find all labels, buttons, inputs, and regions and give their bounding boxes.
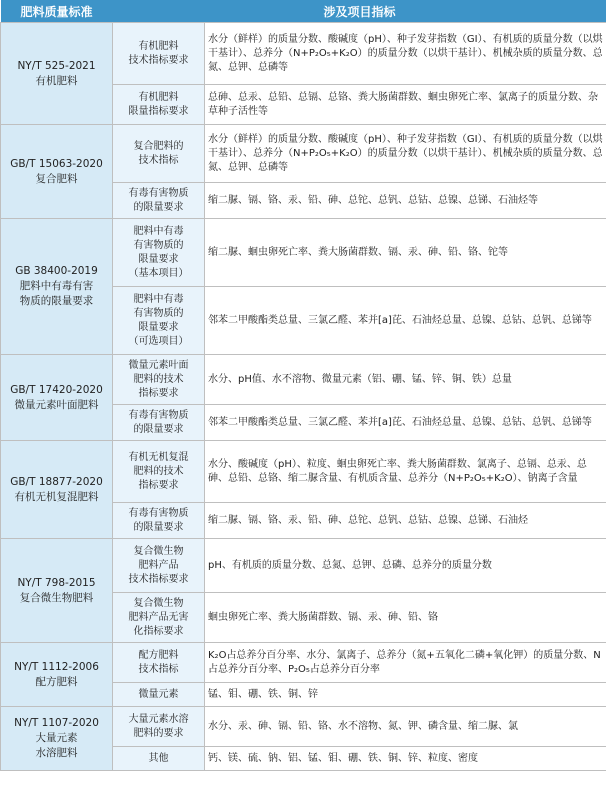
indicator-cell: 邻苯二甲酸酯类总量、三氯乙醛、苯并[a]芘、石油烃总量、总镍、总钴、总钒、总锑等	[205, 287, 606, 355]
indicator-cell: 缩二脲、镉、铬、汞、铅、砷、总铊、总钒、总钴、总镍、总锑、石油烃	[205, 503, 606, 539]
indicator-cell: 缩二脲、镉、铬、汞、铅、砷、总铊、总钒、总钴、总镍、总锑、石油烃等	[205, 183, 606, 219]
indicator-cell: 蛔虫卵死亡率、粪大肠菌群数、镉、汞、砷、铅、铬	[205, 593, 606, 643]
indicator-cell: 水分、酸碱度（pH）、粒度、蛔虫卵死亡率、粪大肠菌群数、氯离子、总镉、总汞、总砷、总铅、总铬、缩二脲含量、有机质含量、总养分（N+P₂O₅+K₂O）、钠离子含量	[205, 441, 606, 503]
indicator-cell: 水分（鲜样）的质量分数、酸碱度（pH）、种子发芽指数（GI）、有机质的质量分数（以烘干基计）、总养分（N+P₂O₅+K₂O）的质量分数（以烘干基计）、机械杂质的质量分数、总氮、总钾、总磷等	[205, 125, 606, 183]
requirement-cell: 肥料中有毒 有害物质的 限量要求 （可选项目）	[113, 287, 205, 355]
requirement-cell: 有机无机复混 肥料的技术 指标要求	[113, 441, 205, 503]
requirement-cell: 微量元素	[113, 683, 205, 707]
table-row	[1, 219, 606, 287]
standard-cell: GB/T 17420-2020 微量元素叶面肥料	[1, 355, 113, 441]
table-row	[1, 125, 606, 183]
table-row	[1, 23, 606, 85]
requirement-cell: 有毒有害物质 的限量要求	[113, 405, 205, 441]
indicator-cell: 水分、汞、砷、镉、铅、铬、水不溶物、氮、钾、磷含量、缩二脲、氯	[205, 707, 606, 747]
requirement-cell: 有毒有害物质 的限量要求	[113, 183, 205, 219]
requirement-cell: 有机肥料 限量指标要求	[113, 85, 205, 125]
requirement-cell: 肥料中有毒 有害物质的 限量要求 （基本项目）	[113, 219, 205, 287]
table-row	[1, 355, 606, 405]
requirement-cell: 大量元素水溶 肥料的要求	[113, 707, 205, 747]
indicator-cell: 钙、镁、硫、钠、铝、锰、钼、硼、铁、铜、锌、粒度、密度	[205, 747, 606, 771]
header-standard: 肥料质量标准	[1, 0, 113, 23]
indicator-cell: 缩二脲、蛔虫卵死亡率、粪大肠菌群数、镉、汞、砷、铅、铬、铊等	[205, 219, 606, 287]
requirement-cell: 微量元素叶面 肥料的技术 指标要求	[113, 355, 205, 405]
standard-cell: NY/T 1107-2020 大量元素 水溶肥料	[1, 707, 113, 771]
standard-cell: GB/T 18877-2020 有机无机复混肥料	[1, 441, 113, 539]
table-row	[1, 707, 606, 747]
indicator-cell: pH、有机质的质量分数、总氮、总钾、总磷、总养分的质量分数	[205, 539, 606, 593]
requirement-cell: 其他	[113, 747, 205, 771]
indicator-cell: 邻苯二甲酸酯类总量、三氯乙醛、苯并[a]芘、石油烃总量、总镍、总钴、总钒、总锑等	[205, 405, 606, 441]
indicator-cell: 总砷、总汞、总铅、总镉、总铬、粪大肠菌群数、蛔虫卵死亡率、氯离子的质量分数、杂草种子活性等	[205, 85, 606, 125]
standard-cell: GB 38400-2019 肥料中有毒有害 物质的限量要求	[1, 219, 113, 355]
indicator-cell: 水分（鲜样）的质量分数、酸碱度（pH）、种子发芽指数（GI）、有机质的质量分数（以烘干基计）、总养分（N+P₂O₅+K₂O）的质量分数（以烘干基计）、机械杂质的质量分数、总氮、总钾、总磷等	[205, 23, 606, 85]
requirement-cell: 复合肥料的 技术指标	[113, 125, 205, 183]
indicator-cell: 锰、钼、硼、铁、铜、锌	[205, 683, 606, 707]
standard-cell: NY/T 798-2015 复合微生物肥料	[1, 539, 113, 643]
header-indicators: 涉及项目指标	[113, 0, 606, 23]
table-row	[1, 441, 606, 503]
standard-cell: NY/T 1112-2006 配方肥料	[1, 643, 113, 707]
table-row	[1, 539, 606, 593]
requirement-cell: 复合微生物 肥料产品 技术指标要求	[113, 539, 205, 593]
table-row	[1, 643, 606, 683]
requirement-cell: 配方肥料 技术指标	[113, 643, 205, 683]
requirement-cell: 有毒有害物质 的限量要求	[113, 503, 205, 539]
standard-cell: NY/T 525-2021 有机肥料	[1, 23, 113, 125]
standard-cell: GB/T 15063-2020 复合肥料	[1, 125, 113, 219]
requirement-cell: 复合微生物 肥料产品无害 化指标要求	[113, 593, 205, 643]
requirement-cell: 有机肥料 技术指标要求	[113, 23, 205, 85]
indicator-cell: K₂O占总养分百分率、水分、氯离子、总养分（氮+五氧化二磷+氧化钾）的质量分数、N占总养分百分率、P₂O₅占总养分百分率	[205, 643, 606, 683]
table-header-row	[1, 0, 606, 23]
indicator-cell: 水分、pH值、水不溶物、微量元素（铝、硼、锰、锌、铜、铁）总量	[205, 355, 606, 405]
